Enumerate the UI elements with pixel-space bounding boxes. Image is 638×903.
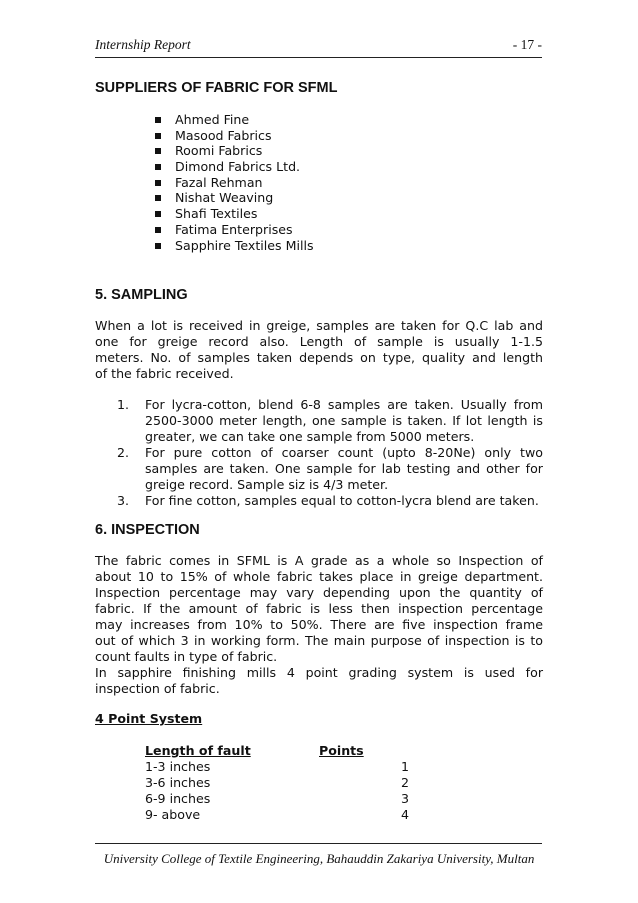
- suppliers-list: [153, 112, 314, 253]
- table-row: [145, 791, 409, 807]
- inspection-paragraph: The fabric comes in SFML is A grade as a whole so Inspection of about 10 to 15% of whole fabric takes place in greige department. Inspection percentage may vary depending upon the quantity of fabric. If the amount of fabric is less then inspection percentage may increases from 10% to 50%. There are five inspection frame out of which 3 in working form. The main purpose of inspection is to count faults in type of fabric. In sapphire finishing mills 4 point grading system is used for inspection of fabric.: [95, 553, 543, 696]
- bullet-square-icon: [155, 180, 161, 186]
- point-system-table: [145, 743, 409, 823]
- table-row: [145, 775, 409, 791]
- supplier-item: Fatima Enterprises: [153, 222, 314, 238]
- supplier-item: Fazal Rehman: [153, 175, 314, 191]
- suppliers-heading: SUPPLIERS OF FABRIC FOR SFML: [95, 80, 338, 96]
- column-header-fault: Length of fault: [145, 743, 251, 758]
- fault-length: 9- above: [145, 807, 201, 822]
- bullet-square-icon: [155, 164, 161, 170]
- bullet-square-icon: [155, 211, 161, 217]
- fault-length: 6-9 inches: [145, 791, 211, 806]
- fault-length: 1-3 inches: [145, 759, 211, 774]
- fault-points: 3: [400, 791, 409, 806]
- fault-length: 3-6 inches: [145, 775, 211, 790]
- bullet-square-icon: [155, 227, 161, 233]
- footer-rule: [95, 843, 542, 844]
- page-number: - 17 -: [512, 37, 542, 52]
- table-row: [145, 759, 409, 775]
- fault-points: 2: [400, 775, 409, 790]
- fault-points: 4: [400, 807, 409, 822]
- sampling-list: [117, 397, 543, 509]
- footer-text: University College of Textile Engineering, Bahauddin Zakariya University, Multan: [103, 851, 535, 866]
- supplier-item: Nishat Weaving: [153, 190, 314, 206]
- header-rule: [95, 57, 542, 58]
- header-title: Internship Report: [95, 37, 191, 52]
- table-row: [145, 807, 409, 823]
- sampling-list-item: 1. For lycra-cotton, blend 6-8 samples are taken. Usually from 2500-3000 meter length, one sample is taken. If lot length is greater, we can take one sample from 5000 meters.: [117, 397, 543, 444]
- supplier-item: Roomi Fabrics: [153, 143, 314, 159]
- supplier-item: Dimond Fabrics Ltd.: [153, 159, 314, 175]
- supplier-item: Sapphire Textiles Mills: [153, 238, 314, 254]
- bullet-square-icon: [155, 117, 161, 123]
- sampling-list-item: 2. For pure cotton of coarser count (upto 8-20Ne) only two samples are taken. One sample for lab testing and other for greige record. Sample siz is 4/3 meter.: [117, 445, 543, 492]
- bullet-square-icon: [155, 195, 161, 201]
- bullet-square-icon: [155, 148, 161, 154]
- column-header-points: Points: [319, 743, 364, 758]
- supplier-item: Shafi Textiles: [153, 206, 314, 222]
- supplier-item: Masood Fabrics: [153, 128, 314, 144]
- table-header-row: [145, 743, 409, 759]
- bullet-square-icon: [155, 133, 161, 139]
- inspection-heading: 6. INSPECTION: [95, 522, 200, 538]
- sampling-list-item: 3. For fine cotton, samples equal to cotton-lycra blend are taken.: [117, 493, 539, 508]
- bullet-square-icon: [155, 243, 161, 249]
- sampling-heading: 5. SAMPLING: [95, 287, 188, 303]
- fault-points: 1: [400, 759, 409, 774]
- point-system-heading: 4 Point System: [95, 711, 203, 726]
- supplier-item: Ahmed Fine: [153, 112, 314, 128]
- sampling-paragraph: When a lot is received in greige, samples are taken for Q.C lab and one for greige record also. Length of sample is usually 1-1.5 meters. No. of samples taken depends on type, quality and length of the fabric received.: [95, 318, 543, 381]
